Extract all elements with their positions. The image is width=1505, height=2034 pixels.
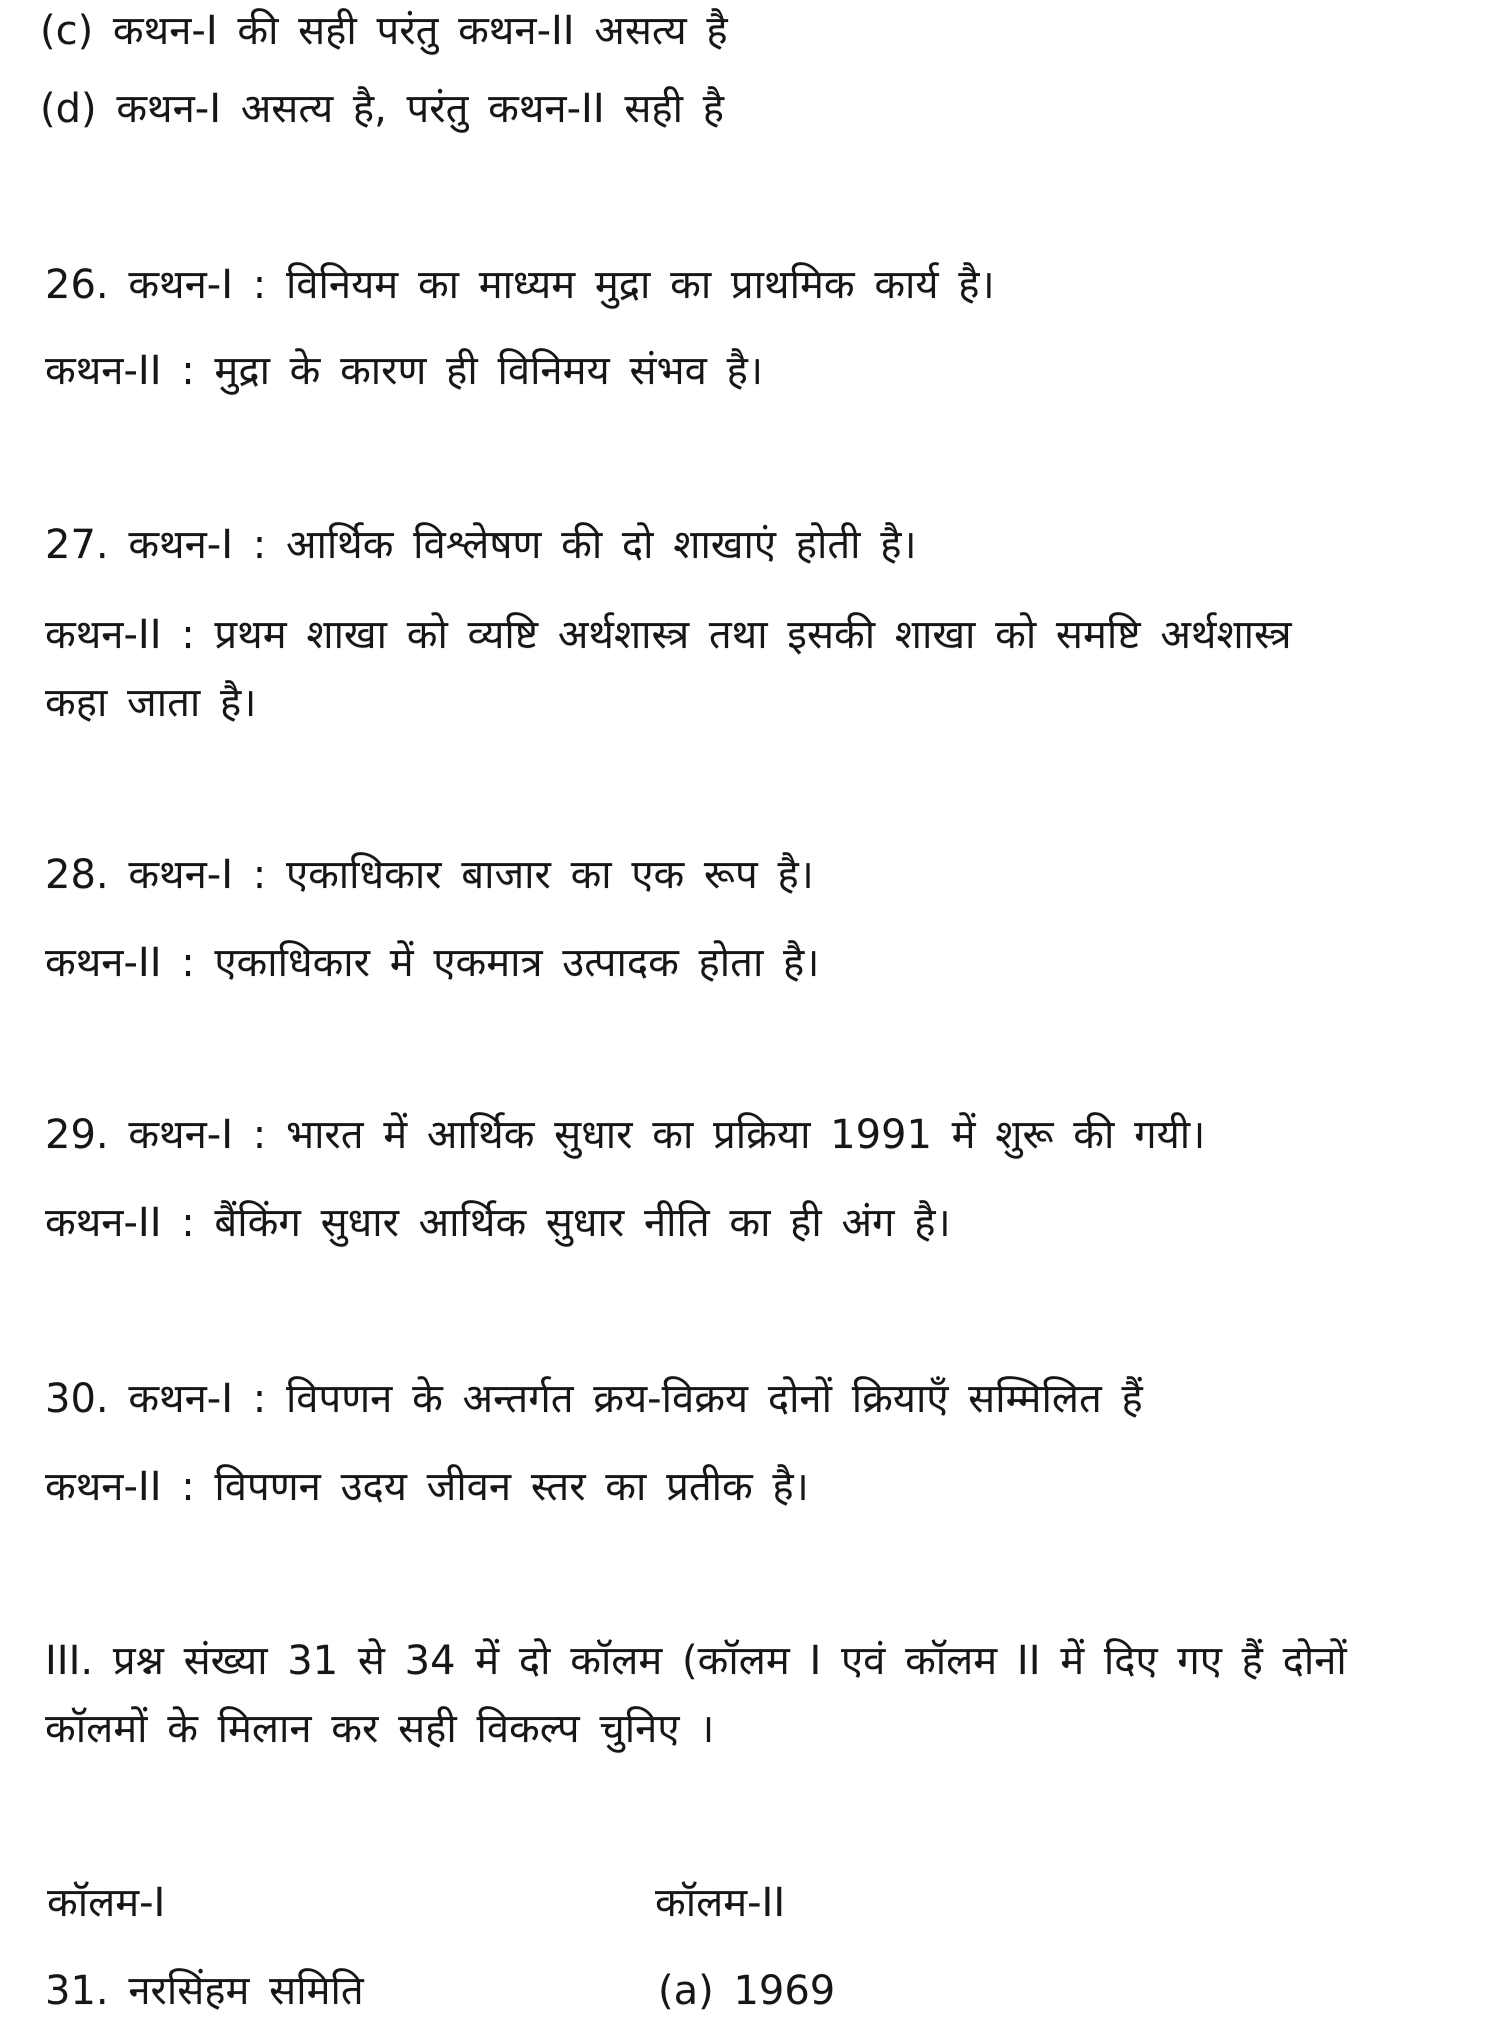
column-1-header: कॉलम-I (47, 1880, 166, 1926)
question-28-statement-1: 28. कथन-I : एकाधिकार बाजार का एक रूप है। (45, 852, 814, 898)
question-29-statement-1: 29. कथन-I : भारत में आर्थिक सुधार का प्रक्रिया 1991 में शुरू की गयी। (45, 1112, 1206, 1158)
section-iii-instruction-line-1: III. प्रश्न संख्या 31 से 34 में दो कॉलम (कॉलम I एवं कॉलम II में दिए गए हैं दोनों (45, 1638, 1347, 1684)
question-27-statement-2-continued: कहा जाता है। (45, 680, 257, 726)
question-26-statement-2: कथन-II : मुद्रा के कारण ही विनिमय संभव है। (45, 348, 763, 394)
question-27-statement-1: 27. कथन-I : आर्थिक विश्लेषण की दो शाखाएं होती है। (45, 522, 917, 568)
question-28-statement-2: कथन-II : एकाधिकार में एकमात्र उत्पादक होता है। (45, 940, 820, 986)
question-27-statement-2: कथन-II : प्रथम शाखा को व्यष्टि अर्थशास्त्र तथा इसकी शाखा को समष्टि अर्थशास्त्र (45, 612, 1292, 658)
question-29-statement-2: कथन-II : बैंकिंग सुधार आर्थिक सुधार नीति का ही अंग है। (45, 1200, 951, 1246)
question-30-statement-2: कथन-II : विपणन उदय जीवन स्तर का प्रतीक है। (45, 1464, 809, 1510)
match-row-31-col2: (a) 1969 (658, 1968, 836, 2014)
section-iii-instruction-line-2: कॉलमों के मिलान कर सही विकल्प चुनिए । (45, 1706, 715, 1752)
match-row-31-col1: 31. नरसिंहम समिति (45, 1968, 364, 2014)
column-2-header: कॉलम-II (655, 1880, 786, 1926)
answer-option-d: (d) कथन-I असत्य है, परंतु कथन-II सही है (40, 86, 724, 132)
answer-option-c: (c) कथन-I की सही परंतु कथन-II असत्य है (40, 8, 728, 54)
question-26-statement-1: 26. कथन-I : विनियम का माध्यम मुद्रा का प्राथमिक कार्य है। (45, 262, 995, 308)
question-30-statement-1: 30. कथन-I : विपणन के अन्तर्गत क्रय-विक्रय दोनों क्रियाएँ सम्मिलित हैं (45, 1376, 1143, 1422)
